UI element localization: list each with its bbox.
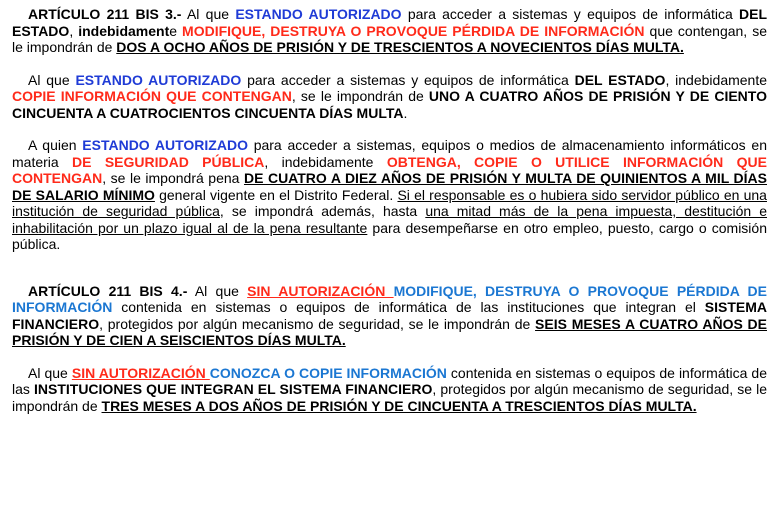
text-span: contenida en sistemas o equipos de informática de las instituciones que integran el [112, 299, 705, 315]
highlight-penalty: TRES MESES A DOS AÑOS DE PRISIÓN Y DE CINCUENTA A TRESCIENTOS DÍAS MULTA. [101, 397, 697, 414]
article-heading: ARTÍCULO 211 BIS 3.- [28, 6, 182, 22]
text-span: para acceder a sistemas y equipos de informática [401, 6, 740, 22]
highlight-offense: COPIE INFORMACIÓN QUE CONTENGAN [12, 88, 292, 104]
text-span: Al que [28, 71, 76, 88]
text-span: contenida en sistemas o equipos de informática de las [12, 364, 768, 397]
text-span: , [69, 22, 79, 39]
article-211-bis-3-paragraph-1 [12, 6, 767, 56]
highlight-state: DEL ESTADO [574, 71, 666, 88]
highlight-financial-system: SISTEMA FINANCIERO [12, 299, 767, 332]
underlined-clause: Si el responsable es o hubiera sido servidor público en una institución de seguridad pública [12, 186, 767, 219]
highlight-penalty: UNO A CUATRO AÑOS DE PRISIÓN Y DE CIENTO CINCUENTA A CUATROCIENTOS CINCUENTA DÍAS MULTA [12, 88, 767, 121]
article-heading: ARTÍCULO 211 BIS 4.- [28, 282, 188, 299]
text-span: A quien [28, 137, 83, 153]
text-span: Al que [187, 282, 248, 299]
text-span: Al que [181, 6, 236, 22]
bold-word: indebidament [78, 22, 170, 39]
article-211-bis-3-paragraph-3 [12, 137, 767, 253]
underlined-clause: una mitad más de la pena impuesta, destitución e inhabilitación por un plazo igual al de la pena resultante [12, 203, 768, 236]
highlight-unauthorized: SIN AUTORIZACIÓN [247, 282, 394, 299]
highlight-authorized: ESTANDO AUTORIZADO [75, 71, 242, 88]
highlight-public-security: DE SEGURIDAD PÚBLICA [72, 153, 265, 170]
text-span: Al que [28, 364, 72, 381]
text-span: , protegidos por algún mecanismo de seguridad, se le impondrán de [12, 381, 768, 414]
highlight-authorized: ESTANDO AUTORIZADO [82, 137, 248, 153]
highlight-offense: MODIFIQUE, DESTRUYA O PROVOQUE PÉRDIDA DE INFORMACIÓN [182, 22, 645, 39]
text-span: , se impondrá además, hasta [219, 203, 426, 219]
text-span: . [403, 104, 408, 121]
article-211-bis-4-paragraph-1 [12, 283, 767, 349]
highlight-financial-institutions: INSTITUCIONES QUE INTEGRAN EL SISTEMA FINANCIERO [33, 381, 433, 397]
highlight-unauthorized: SIN AUTORIZACIÓN [71, 364, 210, 381]
highlight-penalty: DOS A OCHO AÑOS DE PRISIÓN Y DE TRESCIENTOS A NOVECIENTOS DÍAS MULTA. [116, 39, 684, 55]
article-211-bis-3-paragraph-2 [12, 72, 767, 122]
text-span: , indebidamente [665, 71, 768, 88]
highlight-offense: CONOZCA O COPIE INFORMACIÓN [209, 364, 447, 381]
text-span: , se le impondrán de [291, 88, 429, 104]
text-span: e [169, 22, 183, 39]
highlight-penalty: DE CUATRO A DIEZ AÑOS DE PRISIÓN Y MULTA DE QUINIENTOS A MIL DÍAS DE SALARIO MÍNIMO [12, 170, 767, 203]
highlight-offense: MODIFIQUE, DESTRUYA O PROVOQUE PÉRDIDA DE INFORMACIÓN [12, 282, 768, 315]
highlight-authorized: ESTANDO AUTORIZADO [235, 6, 402, 22]
highlight-state: DEL ESTADO [12, 6, 768, 39]
text-span: para acceder a sistemas, equipos o medios de almacenamiento informáticos en materia [12, 137, 767, 170]
highlight-offense: OBTENGA, COPIE O UTILICE INFORMACIÓN QUE CONTENGAN [12, 153, 767, 186]
text-span: para desempeñarse en otro empleo, puesto, cargo o comisión pública. [12, 219, 767, 252]
text-span: general vigente en el Distrito Federal. [154, 186, 398, 203]
text-span: , se le impondrá pena [102, 170, 244, 186]
text-span: , protegidos por algún mecanismo de seguridad, se le impondrán de [99, 315, 536, 332]
text-span: para acceder a sistemas y equipos de informática [241, 71, 575, 88]
text-span: , indebidamente [264, 153, 387, 170]
article-211-bis-4-paragraph-2 [12, 365, 767, 415]
text-span: que contengan, se le impondrán de [12, 22, 767, 55]
highlight-penalty: SEIS MESES A CUATRO AÑOS DE PRISIÓN Y DE CIEN A SEISCIENTOS DÍAS MULTA. [12, 315, 767, 348]
